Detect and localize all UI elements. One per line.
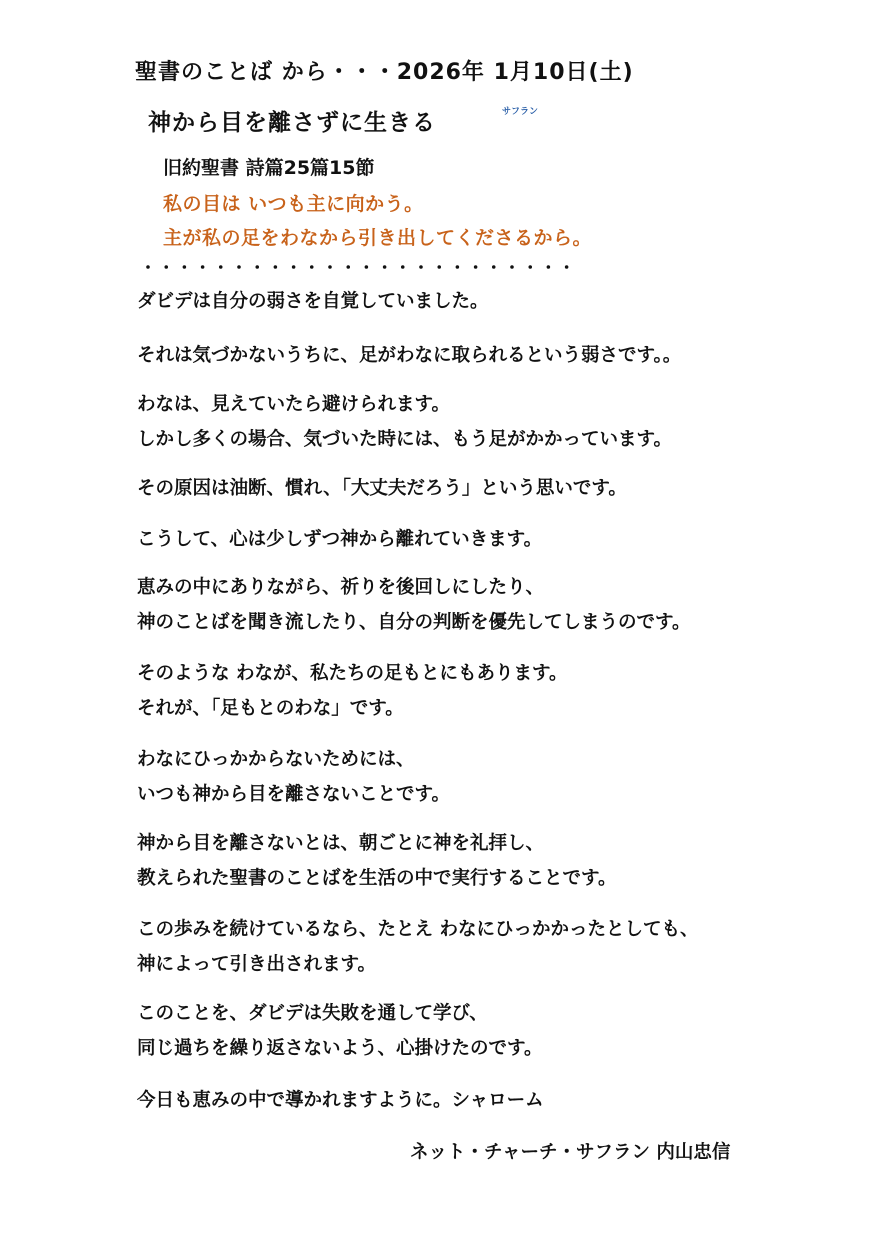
paragraph-line: わなにひっかからないためには、	[137, 749, 415, 770]
signature: ネット・チャーチ・サフラン 内山忠信	[410, 1142, 731, 1163]
paragraph	[137, 996, 817, 1066]
paragraph	[137, 338, 817, 373]
header-date: 2026年 1月10日(土)	[396, 60, 634, 85]
paragraph-line: 恵みの中にありながら、祈りを後回しにしたり、	[137, 577, 545, 598]
header-source: 聖書のことば	[135, 60, 274, 85]
paragraph-line: この歩みを続けているなら、たとえ わなにひっかかったとしても、	[137, 919, 699, 940]
paragraph-line: 神のことばを聞き流したり、自分の判断を優先してしまうのです。	[137, 612, 691, 633]
header-gap	[273, 60, 282, 85]
paragraph-line: その原因は油断、慣れ、「大丈夫だろう」という思いです。	[137, 478, 627, 499]
paragraph-line: わなは、見えていたら避けられます。	[137, 394, 451, 415]
paragraph	[137, 284, 817, 319]
paragraph-line: 教えられた聖書のことばを生活の中で実行することです。	[137, 868, 617, 889]
paragraph-line: そのような わなが、私たちの足もとにもあります。	[137, 663, 568, 684]
paragraph-line: しかし多くの場合、気づいた時には、もう足がかかっています。	[137, 429, 673, 450]
header-from: から・・・	[281, 60, 397, 85]
paragraph	[137, 522, 817, 557]
paragraph-line: 神によって引き出されます。	[137, 954, 377, 975]
paragraph	[137, 912, 817, 982]
paragraph	[137, 826, 817, 896]
header-line	[135, 55, 634, 86]
paragraph-line: 神から目を離さないとは、朝ごとに神を礼拝し、	[137, 833, 545, 854]
scripture-reference: 旧約聖書 詩篇25篇15節	[163, 157, 375, 179]
verse-line: 主が私の足をわなから引き出してくださるから。	[163, 227, 593, 249]
page-title: 神から目を離さずに生きる	[148, 110, 436, 136]
paragraph	[137, 1083, 817, 1118]
paragraph-line: このことを、ダビデは失敗を通して学び、	[137, 1003, 488, 1024]
paragraph-line: いつも神から目を離さないことです。	[137, 784, 451, 805]
verse-line: 私の目は いつも主に向かう。	[163, 193, 424, 215]
paragraph	[137, 570, 817, 640]
paragraph	[137, 387, 817, 457]
paragraph	[137, 656, 817, 726]
paragraph-line: それが、「足もとのわな」です。	[137, 698, 404, 719]
paragraph	[137, 742, 817, 812]
saffron-stamp: サフラン	[502, 107, 539, 117]
paragraph-line: 今日も恵みの中で導かれますように。シャローム	[137, 1090, 544, 1111]
dotted-divider: ・・・・・・・・・・・・・・・・・・・・・・・・	[140, 258, 577, 277]
paragraph-line: ダビデは自分の弱さを自覚していました。	[137, 291, 489, 312]
paragraph-line: それは気づかないうちに、足がわなに取られるという弱さです。。	[137, 345, 682, 366]
paragraph-line: こうして、心は少しずつ神から離れていきます。	[137, 529, 543, 550]
paragraph-line: 同じ過ちを繰り返さないよう、心掛けたのです。	[137, 1038, 543, 1059]
paragraph	[137, 471, 817, 506]
